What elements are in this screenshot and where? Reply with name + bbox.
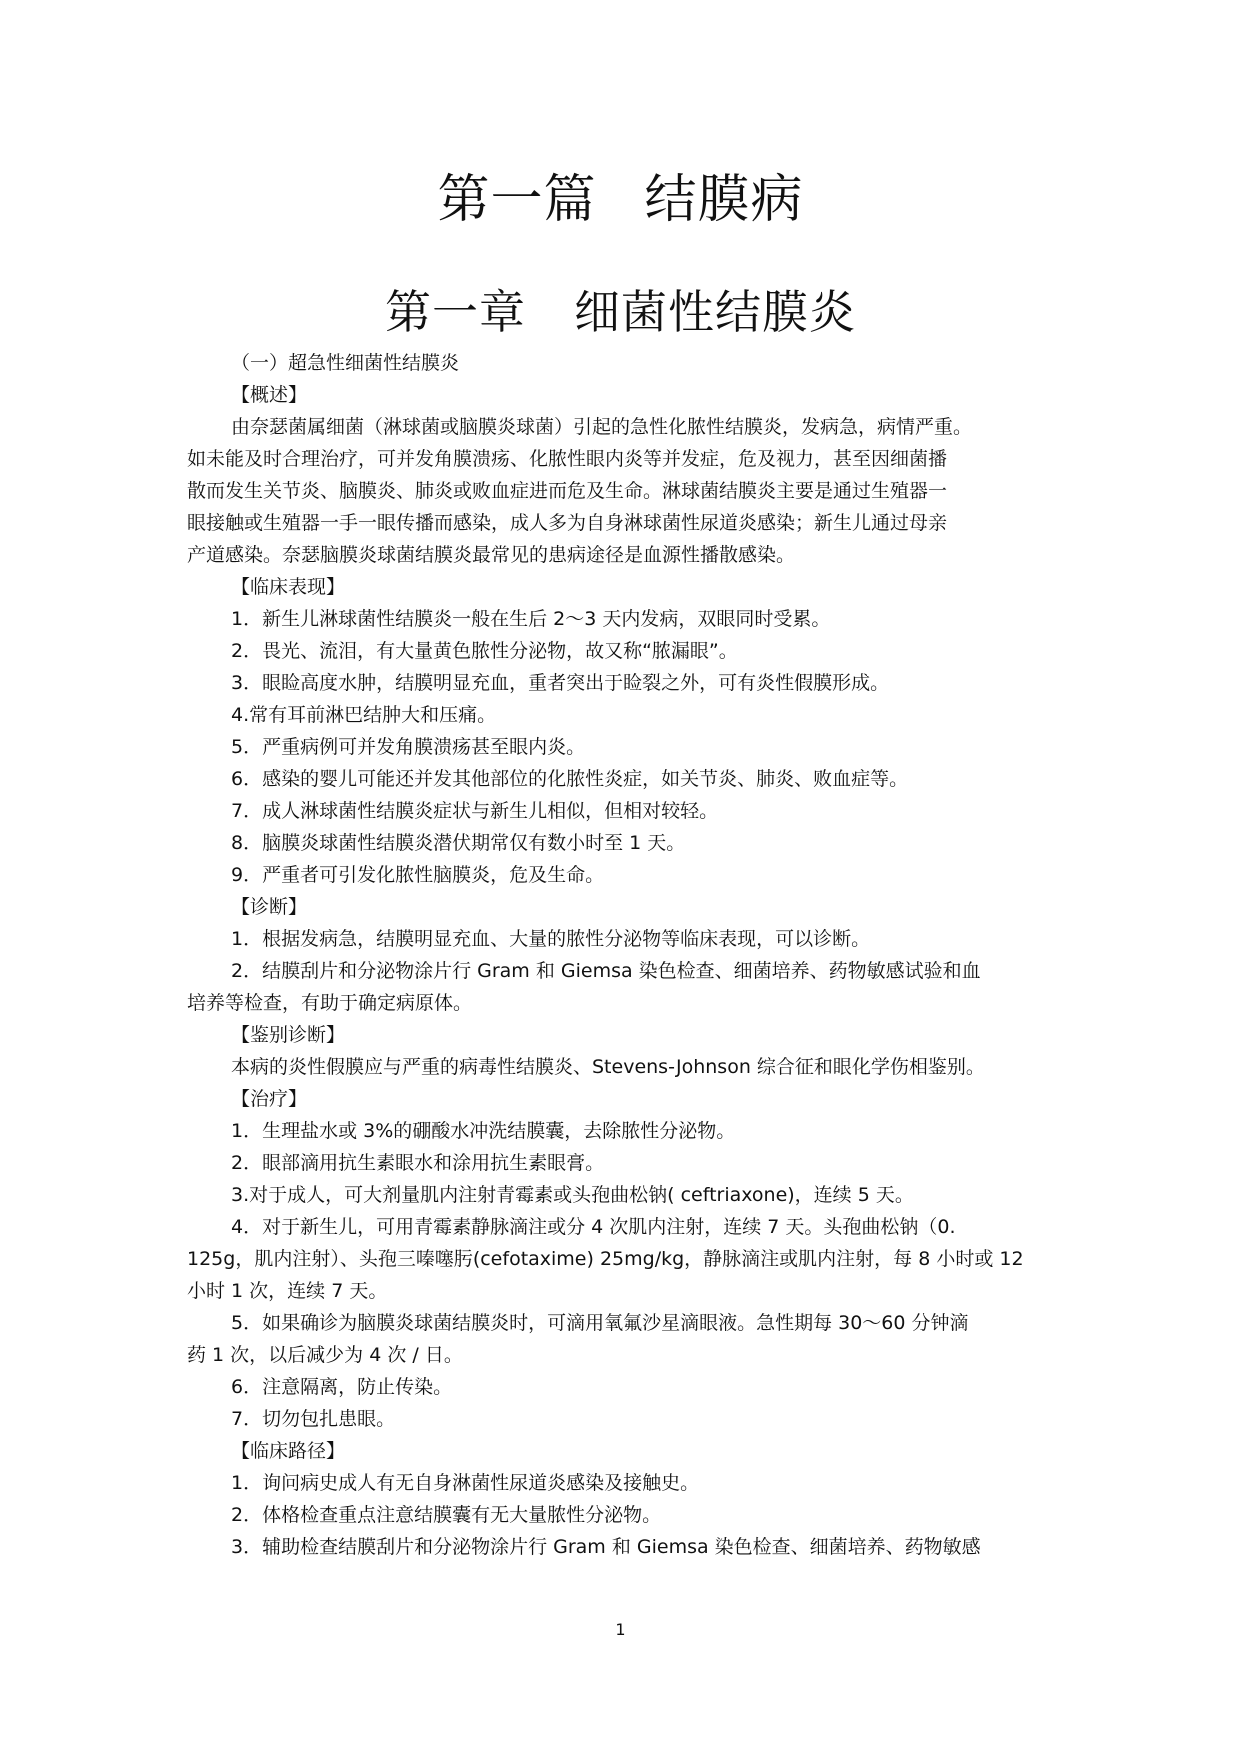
text-line: 3.对于成人，可大剂量肌内注射青霉素或头孢曲松钠( ceftriaxone)，连续 5 天。 (231, 1184, 914, 1206)
text-line: 散而发生关节炎、脑膜炎、肺炎或败血症进而危及生命。淋球菌结膜炎主要是通过生殖器一 (187, 480, 948, 502)
text-line: 1．根据发病急，结膜明显充血、大量的脓性分泌物等临床表现，可以诊断。 (231, 928, 871, 950)
text-line: 6．注意隔离，防止传染。 (231, 1376, 453, 1398)
text-line: 【诊断】 (231, 896, 308, 918)
text-line: 1．新生儿淋球菌性结膜炎一般在生后 2～3 天内发病，双眼同时受累。 (231, 608, 831, 630)
text-line: 产道感染。奈瑟脑膜炎球菌结膜炎最常见的患病途径是血源性播散感染。 (187, 544, 796, 566)
chapter-title (0, 280, 1241, 344)
text-line: 1．生理盐水或 3%的硼酸水冲洗结膜囊，去除脓性分泌物。 (231, 1120, 736, 1142)
text-line: 4.常有耳前淋巴结肿大和压痛。 (231, 704, 497, 726)
text-line: 2．畏光、流泪，有大量黄色脓性分泌物，故又称“脓漏眼”。 (231, 640, 738, 662)
text-line: 【鉴别诊断】 (231, 1024, 346, 1046)
text-line: 125g，肌内注射）、头孢三嗪噻肟(cefotaxime) 25mg/kg，静脉滴注或肌内注射，每 8 小时或 12 (187, 1248, 1024, 1270)
document-body (187, 347, 1077, 1563)
text-line: 7．成人淋球菌性结膜炎症状与新生儿相似，但相对较轻。 (231, 800, 719, 822)
text-line: 【治疗】 (231, 1088, 308, 1110)
text-line: 6．感染的婴儿可能还并发其他部位的化脓性炎症，如关节炎、肺炎、败血症等。 (231, 768, 909, 790)
text-line: 【临床路径】 (231, 1440, 346, 1462)
text-line: 1．询问病史成人有无自身淋菌性尿道炎感染及接触史。 (231, 1472, 700, 1494)
part-title-number: 第一篇 (437, 170, 597, 230)
page-number: 1 (615, 1620, 626, 1639)
text-line: 2．眼部滴用抗生素眼水和涂用抗生素眼膏。 (231, 1152, 605, 1174)
text-line: 3．眼睑高度水肿，结膜明显充血，重者突出于睑裂之外，可有炎性假膜形成。 (231, 672, 890, 694)
text-line: 由奈瑟菌属细菌（淋球菌或脑膜炎球菌）引起的急性化脓性结膜炎，发病急，病情严重。 (231, 416, 973, 438)
text-line: 3．辅助检查结膜刮片和分泌物涂片行 Gram 和 Giemsa 染色检查、细菌培养、药物敏感 (231, 1536, 981, 1558)
text-line: 如未能及时合理治疗，可并发角膜溃疡、化脓性眼内炎等并发症，危及视力，甚至因细菌播 (187, 448, 948, 470)
chapter-title-number: 第一章 (385, 285, 526, 339)
text-line: 9．严重者可引发化脓性脑膜炎，危及生命。 (231, 864, 605, 886)
text-line: （一）超急性细菌性结膜炎 (231, 352, 460, 374)
text-line: 5．严重病例可并发角膜溃疡甚至眼内炎。 (231, 736, 586, 758)
text-line: 2．结膜刮片和分泌物涂片行 Gram 和 Giemsa 染色检查、细菌培养、药物敏感试验和血 (231, 960, 981, 982)
text-line: 【概述】 (231, 384, 308, 406)
text-line: 8．脑膜炎球菌性结膜炎潜伏期常仅有数小时至 1 天。 (231, 832, 686, 854)
text-line: 小时 1 次，连续 7 天。 (187, 1280, 388, 1302)
text-line: 培养等检查，有助于确定病原体。 (187, 992, 473, 1014)
text-line: 5．如果确诊为脑膜炎球菌结膜炎时，可滴用氧氟沙星滴眼液。急性期每 30～60 分钟滴 (231, 1312, 969, 1334)
part-title (0, 165, 1241, 235)
text-line: 4．对于新生儿，可用青霉素静脉滴注或分 4 次肌内注射，连续 7 天。头孢曲松钠（0. (231, 1216, 956, 1238)
text-line: 2．体格检查重点注意结膜囊有无大量脓性分泌物。 (231, 1504, 662, 1526)
text-line: 药 1 次，以后减少为 4 次 / 日。 (187, 1344, 463, 1366)
text-line: 7．切勿包扎患眼。 (231, 1408, 396, 1430)
text-line: 本病的炎性假膜应与严重的病毒性结膜炎、Stevens-Johnson 综合征和眼化学伤相鉴别。 (231, 1056, 985, 1078)
text-line: 眼接触或生殖器一手一眼传播而感染，成人多为自身淋球菌性尿道炎感染；新生儿通过母亲 (187, 512, 948, 534)
part-title-name: 结膜病 (644, 170, 804, 230)
chapter-title-name: 细菌性结膜炎 (574, 285, 856, 339)
text-line: 【临床表现】 (231, 576, 346, 598)
